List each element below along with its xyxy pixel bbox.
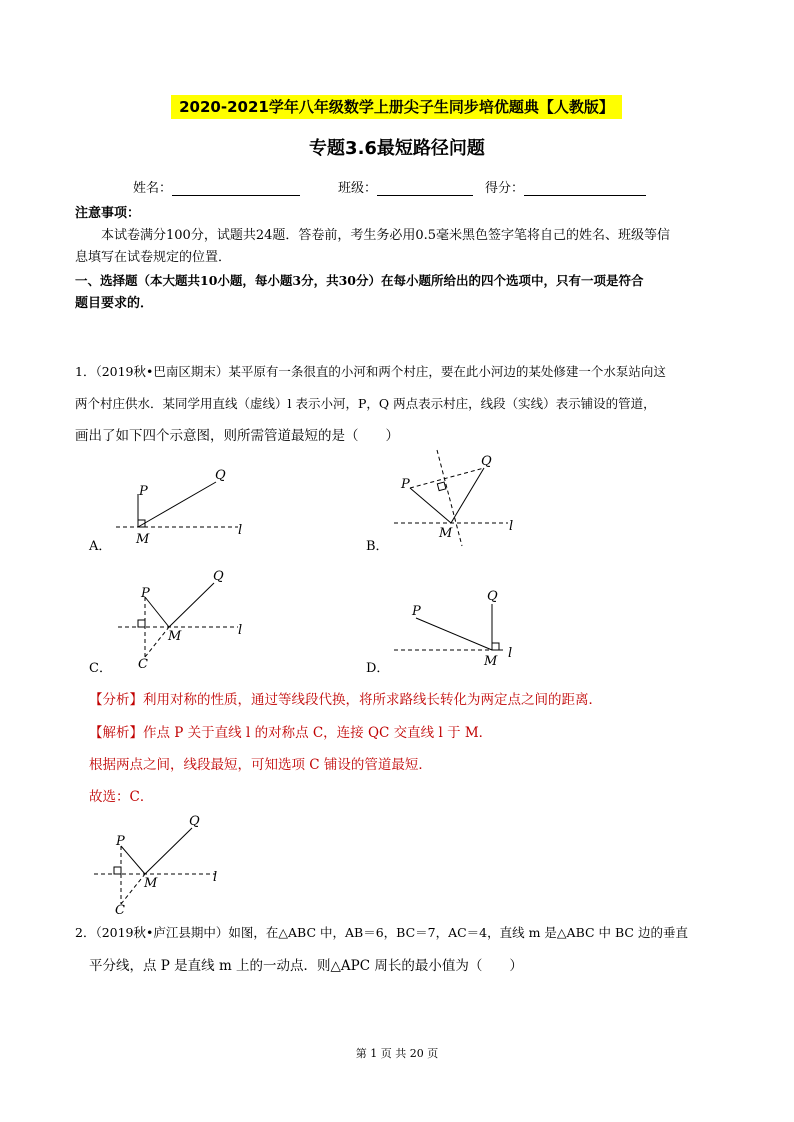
option-d-figure [390, 580, 530, 675]
name-blank [172, 181, 300, 196]
point-q-label-b: Q [481, 454, 492, 469]
page-footer: 第 1 页 共 20 页 [355, 1047, 439, 1060]
line-l-label-a: l [238, 523, 243, 538]
option-c-label: C． [89, 661, 112, 676]
right-angle-mark-c [138, 620, 145, 627]
option-d-label: D． [366, 661, 390, 676]
pipe-pm-b [410, 488, 451, 523]
right-angle-mark-d [492, 643, 499, 650]
pipe-pm-c [145, 597, 169, 627]
point-m-label-b: M [439, 526, 453, 541]
class-field [338, 177, 473, 196]
notice-line-1: 本试卷满分100分，试题共24题．答卷前，考生务必用0.5毫米黑色签字笔将自己的姓名、班级等信 [101, 228, 671, 243]
option-a-figure [110, 460, 260, 555]
point-p-label-c: P [141, 586, 150, 601]
question2-line-1: 2．（2019秋•庐江县期中）如图，在△ABC 中，AB＝6，BC＝7，AC＝4，直线 m 是△ABC 中 BC 边的垂直 [75, 925, 688, 940]
pipe-mq-c [169, 583, 214, 627]
section1-line-2: 题目要求的． [75, 296, 154, 311]
right-angle-mark-solution [114, 867, 121, 874]
pipe-pm-d [416, 618, 492, 650]
class-blank [377, 181, 473, 196]
class-label: 班级： [338, 181, 378, 196]
option-a-label: A． [89, 539, 112, 554]
option-b-label: B． [366, 539, 389, 554]
option-c-figure [110, 565, 260, 675]
pipe-mq-solution [145, 828, 192, 874]
score-field [485, 177, 646, 196]
pipe-pm-solution [121, 846, 145, 874]
reasoning-text: 根据两点之间，线段最短，可知选项 C 铺设的管道最短． [89, 757, 432, 773]
point-m-label-a: M [136, 532, 150, 547]
line-l-label-b: l [509, 519, 514, 534]
document-title: 专题3.6最短路径问题 [309, 138, 485, 159]
header-banner: 2020-2021学年八年级数学上册尖子生同步培优题典【人教版】 [171, 95, 622, 119]
point-c-label-solution: C [115, 903, 125, 918]
point-q-label-solution: Q [189, 814, 200, 829]
point-q-label-d: Q [487, 589, 498, 604]
line-l-label-solution: l [213, 870, 218, 885]
question2-line-2: 平分线，点 P 是直线 m 上的一动点．则△APC 周长的最小值为（ ） [89, 958, 523, 974]
point-p-label-b: P [401, 477, 410, 492]
solution-figure [88, 808, 238, 918]
option-b-figure [390, 448, 530, 548]
point-m-label-d: M [484, 654, 498, 669]
line-l-label-d: l [508, 646, 513, 661]
point-p-label-solution: P [116, 834, 125, 849]
point-q-label-c: Q [213, 569, 224, 584]
point-c-label-c: C [138, 657, 148, 672]
question1-line-1: 1．（2019秋•巴南区期末）某平原有一条很直的小河和两个村庄，要在此小河边的某处修建一个水泵站向这 [75, 364, 666, 379]
score-label: 得分： [485, 181, 525, 196]
right-angle-mark-b [437, 482, 446, 491]
section1-line-1: 一、选择题（本大题共10小题，每小题3分，共30分）在每小题所给出的四个选项中，只有一项是符合 [75, 273, 644, 288]
point-m-label-c: M [168, 629, 182, 644]
question1-line-3: 画出了如下四个示意图，则所需管道最短的是（ ） [75, 428, 399, 444]
notice-heading: 注意事项： [75, 206, 141, 221]
line-l-label-c: l [238, 623, 243, 638]
segment-pq-b [410, 468, 484, 488]
point-q-label-a: Q [215, 468, 226, 483]
analysis-text: 【分析】利用对称的性质，通过等线段代换，将所求路线长转化为两定点之间的距离． [89, 692, 602, 708]
question1-line-2: 两个村庄供水．某同学用直线（虚线）l 表示小河，P，Q 两点表示村庄，线段（实线）表示铺设的管道， [75, 396, 656, 411]
segment-cm-solution [121, 874, 145, 904]
score-blank [524, 181, 646, 196]
name-label: 姓名： [133, 181, 173, 196]
notice-line-2: 息填写在试卷规定的位置． [75, 250, 232, 265]
point-p-label-d: P [412, 604, 421, 619]
name-field [133, 177, 300, 196]
point-p-label-a: P [139, 484, 148, 499]
point-m-label-solution: M [144, 876, 158, 891]
segment-cm-c [145, 627, 169, 657]
pipe-mq-a [138, 482, 216, 527]
solution-text: 【解析】作点 P 关于直线 l 的对称点 C，连接 QC 交直线 l 于 M． [89, 725, 493, 741]
pipe-mq-b [451, 468, 484, 523]
answer-text: 故选：C． [89, 789, 154, 805]
